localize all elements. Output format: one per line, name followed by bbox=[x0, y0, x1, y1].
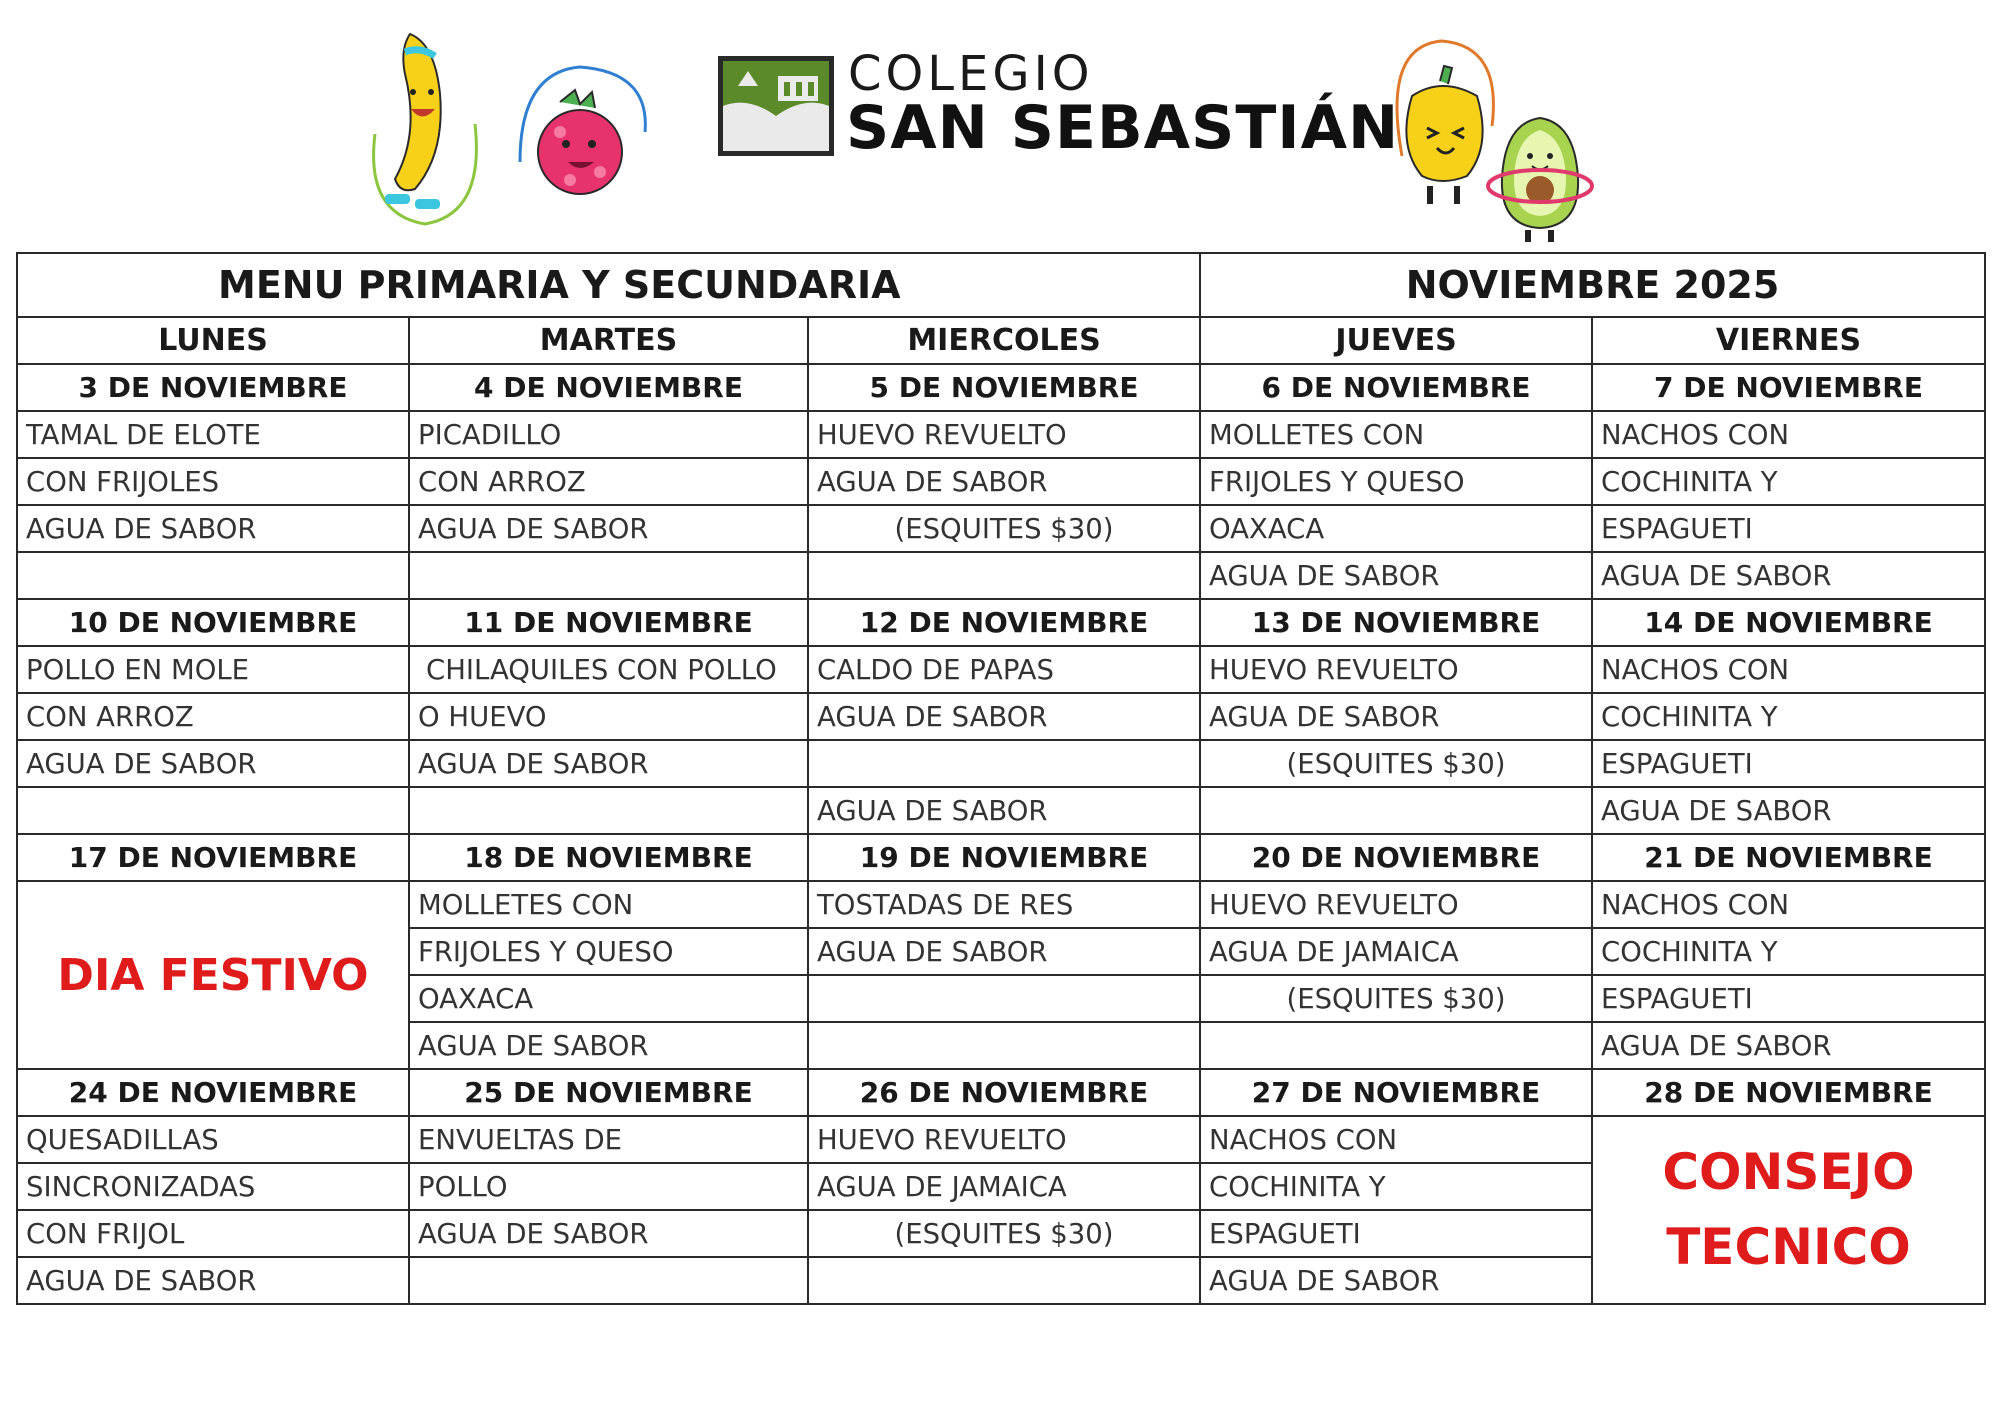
menu-cell: COCHINITA Y bbox=[1592, 458, 1985, 505]
menu-cell: HUEVO REVUELTO bbox=[808, 411, 1200, 458]
date-cell: 26 DE NOVIEMBRE bbox=[808, 1069, 1200, 1116]
menu-cell: AGUA DE SABOR bbox=[409, 505, 808, 552]
menu-cell: AGUA DE SABOR bbox=[17, 1257, 409, 1304]
menu-cell bbox=[409, 787, 808, 834]
title-row bbox=[17, 253, 1985, 317]
day-header: MARTES bbox=[409, 317, 808, 364]
menu-cell: OAXACA bbox=[409, 975, 808, 1022]
menu-cell: ENVUELTAS DE bbox=[409, 1116, 808, 1163]
menu-cell: NACHOS CON bbox=[1592, 646, 1985, 693]
menu-cell: AGUA DE JAMAICA bbox=[808, 1163, 1200, 1210]
menu-cell: NACHOS CON bbox=[1592, 411, 1985, 458]
menu-cell: (ESQUITES $30) bbox=[808, 1210, 1200, 1257]
date-cell: 11 DE NOVIEMBRE bbox=[409, 599, 808, 646]
menu-cell: CON FRIJOL bbox=[17, 1210, 409, 1257]
menu-cell bbox=[808, 1022, 1200, 1069]
menu-cell: TOSTADAS DE RES bbox=[808, 881, 1200, 928]
month-title: NOVIEMBRE 2025 bbox=[1200, 253, 1985, 317]
menu-row bbox=[17, 881, 1985, 928]
menu-cell: HUEVO REVUELTO bbox=[1200, 646, 1592, 693]
date-cell: 4 DE NOVIEMBRE bbox=[409, 364, 808, 411]
menu-cell bbox=[409, 552, 808, 599]
date-row bbox=[17, 1069, 1985, 1116]
date-cell: 10 DE NOVIEMBRE bbox=[17, 599, 409, 646]
menu-cell: QUESADILLAS bbox=[17, 1116, 409, 1163]
raspberry-jump-rope-icon bbox=[500, 62, 660, 222]
menu-cell: COCHINITA Y bbox=[1200, 1163, 1592, 1210]
school-name-line2: SAN SEBASTIÁN bbox=[846, 93, 1400, 163]
menu-row bbox=[17, 646, 1985, 693]
menu-cell bbox=[808, 1257, 1200, 1304]
menu-row bbox=[17, 787, 1985, 834]
date-cell: 28 DE NOVIEMBRE bbox=[1592, 1069, 1985, 1116]
date-cell: 14 DE NOVIEMBRE bbox=[1592, 599, 1985, 646]
weekday-header-row bbox=[17, 317, 1985, 364]
menu-cell: MOLLETES CON bbox=[1200, 411, 1592, 458]
menu-cell bbox=[1200, 787, 1592, 834]
menu-cell: AGUA DE SABOR bbox=[808, 458, 1200, 505]
menu-cell: POLLO EN MOLE bbox=[17, 646, 409, 693]
school-crest-icon bbox=[718, 56, 834, 156]
menu-row bbox=[17, 1116, 1985, 1163]
menu-cell: CON ARROZ bbox=[409, 458, 808, 505]
menu-cell: CHILAQUILES CON POLLO bbox=[409, 646, 808, 693]
date-cell: 25 DE NOVIEMBRE bbox=[409, 1069, 808, 1116]
menu-cell: NACHOS CON bbox=[1592, 881, 1985, 928]
menu-row bbox=[17, 458, 1985, 505]
school-name-line1: COLEGIO bbox=[848, 46, 1094, 102]
date-cell: 20 DE NOVIEMBRE bbox=[1200, 834, 1592, 881]
menu-cell: CON ARROZ bbox=[17, 693, 409, 740]
menu-cell: ESPAGUETI bbox=[1592, 740, 1985, 787]
menu-cell: AGUA DE SABOR bbox=[409, 1210, 808, 1257]
menu-cell: AGUA DE SABOR bbox=[1592, 1022, 1985, 1069]
menu-cell: AGUA DE SABOR bbox=[1200, 552, 1592, 599]
menu-cell: POLLO bbox=[409, 1163, 808, 1210]
menu-cell: COCHINITA Y bbox=[1592, 928, 1985, 975]
menu-row bbox=[17, 693, 1985, 740]
menu-cell: AGUA DE SABOR bbox=[409, 1022, 808, 1069]
date-cell: 27 DE NOVIEMBRE bbox=[1200, 1069, 1592, 1116]
menu-cell: AGUA DE SABOR bbox=[1200, 1257, 1592, 1304]
menu-cell: ESPAGUETI bbox=[1592, 975, 1985, 1022]
menu-cell bbox=[808, 740, 1200, 787]
menu-cell: AGUA DE SABOR bbox=[1200, 693, 1592, 740]
menu-cell: SINCRONIZADAS bbox=[17, 1163, 409, 1210]
menu-cell: TAMAL DE ELOTE bbox=[17, 411, 409, 458]
menu-cell: AGUA DE SABOR bbox=[808, 787, 1200, 834]
date-cell: 12 DE NOVIEMBRE bbox=[808, 599, 1200, 646]
date-cell: 6 DE NOVIEMBRE bbox=[1200, 364, 1592, 411]
menu-cell: AGUA DE SABOR bbox=[409, 740, 808, 787]
menu-cell: (ESQUITES $30) bbox=[1200, 740, 1592, 787]
menu-cell: ESPAGUETI bbox=[1200, 1210, 1592, 1257]
menu-cell: (ESQUITES $30) bbox=[1200, 975, 1592, 1022]
menu-cell: AGUA DE SABOR bbox=[808, 928, 1200, 975]
date-cell: 19 DE NOVIEMBRE bbox=[808, 834, 1200, 881]
menu-cell: COCHINITA Y bbox=[1592, 693, 1985, 740]
menu-cell: AGUA DE SABOR bbox=[17, 740, 409, 787]
menu-cell: AGUA DE SABOR bbox=[808, 693, 1200, 740]
holiday-cell: DIA FESTIVO bbox=[17, 881, 409, 1069]
menu-cell bbox=[17, 787, 409, 834]
menu-cell: O HUEVO bbox=[409, 693, 808, 740]
date-cell: 24 DE NOVIEMBRE bbox=[17, 1069, 409, 1116]
menu-cell: (ESQUITES $30) bbox=[808, 505, 1200, 552]
council-cell bbox=[1592, 1116, 1985, 1304]
menu-cell: HUEVO REVUELTO bbox=[1200, 881, 1592, 928]
date-cell: 18 DE NOVIEMBRE bbox=[409, 834, 808, 881]
day-header: VIERNES bbox=[1592, 317, 1985, 364]
day-header: JUEVES bbox=[1200, 317, 1592, 364]
council-line1: CONSEJO bbox=[1662, 1143, 1915, 1201]
date-cell: 3 DE NOVIEMBRE bbox=[17, 364, 409, 411]
date-cell: 7 DE NOVIEMBRE bbox=[1592, 364, 1985, 411]
menu-table bbox=[16, 252, 1986, 1305]
date-row bbox=[17, 599, 1985, 646]
menu-cell: HUEVO REVUELTO bbox=[808, 1116, 1200, 1163]
menu-cell: CON FRIJOLES bbox=[17, 458, 409, 505]
menu-cell: MOLLETES CON bbox=[409, 881, 808, 928]
menu-cell bbox=[808, 552, 1200, 599]
date-cell: 21 DE NOVIEMBRE bbox=[1592, 834, 1985, 881]
menu-row bbox=[17, 411, 1985, 458]
council-line2: TECNICO bbox=[1666, 1218, 1911, 1276]
menu-cell: AGUA DE SABOR bbox=[17, 505, 409, 552]
menu-title: MENU PRIMARIA Y SECUNDARIA bbox=[17, 253, 1200, 317]
menu-row bbox=[17, 740, 1985, 787]
date-cell: 17 DE NOVIEMBRE bbox=[17, 834, 409, 881]
menu-cell bbox=[17, 552, 409, 599]
menu-cell: AGUA DE SABOR bbox=[1592, 787, 1985, 834]
date-row bbox=[17, 834, 1985, 881]
menu-cell bbox=[409, 1257, 808, 1304]
date-row bbox=[17, 364, 1985, 411]
date-cell: 5 DE NOVIEMBRE bbox=[808, 364, 1200, 411]
menu-cell: CALDO DE PAPAS bbox=[808, 646, 1200, 693]
day-header: MIERCOLES bbox=[808, 317, 1200, 364]
menu-row bbox=[17, 505, 1985, 552]
menu-row bbox=[17, 552, 1985, 599]
menu-cell: AGUA DE JAMAICA bbox=[1200, 928, 1592, 975]
menu-cell: ESPAGUETI bbox=[1592, 505, 1985, 552]
day-header: LUNES bbox=[17, 317, 409, 364]
menu-cell: NACHOS CON bbox=[1200, 1116, 1592, 1163]
menu-cell: FRIJOLES Y QUESO bbox=[1200, 458, 1592, 505]
menu-cell: AGUA DE SABOR bbox=[1592, 552, 1985, 599]
menu-cell bbox=[808, 975, 1200, 1022]
menu-cell: FRIJOLES Y QUESO bbox=[409, 928, 808, 975]
menu-cell bbox=[1200, 1022, 1592, 1069]
avocado-hula-hoop-icon bbox=[1480, 108, 1600, 248]
menu-cell: PICADILLO bbox=[409, 411, 808, 458]
banana-jump-rope-icon bbox=[355, 14, 495, 234]
menu-cell: OAXACA bbox=[1200, 505, 1592, 552]
date-cell: 13 DE NOVIEMBRE bbox=[1200, 599, 1592, 646]
